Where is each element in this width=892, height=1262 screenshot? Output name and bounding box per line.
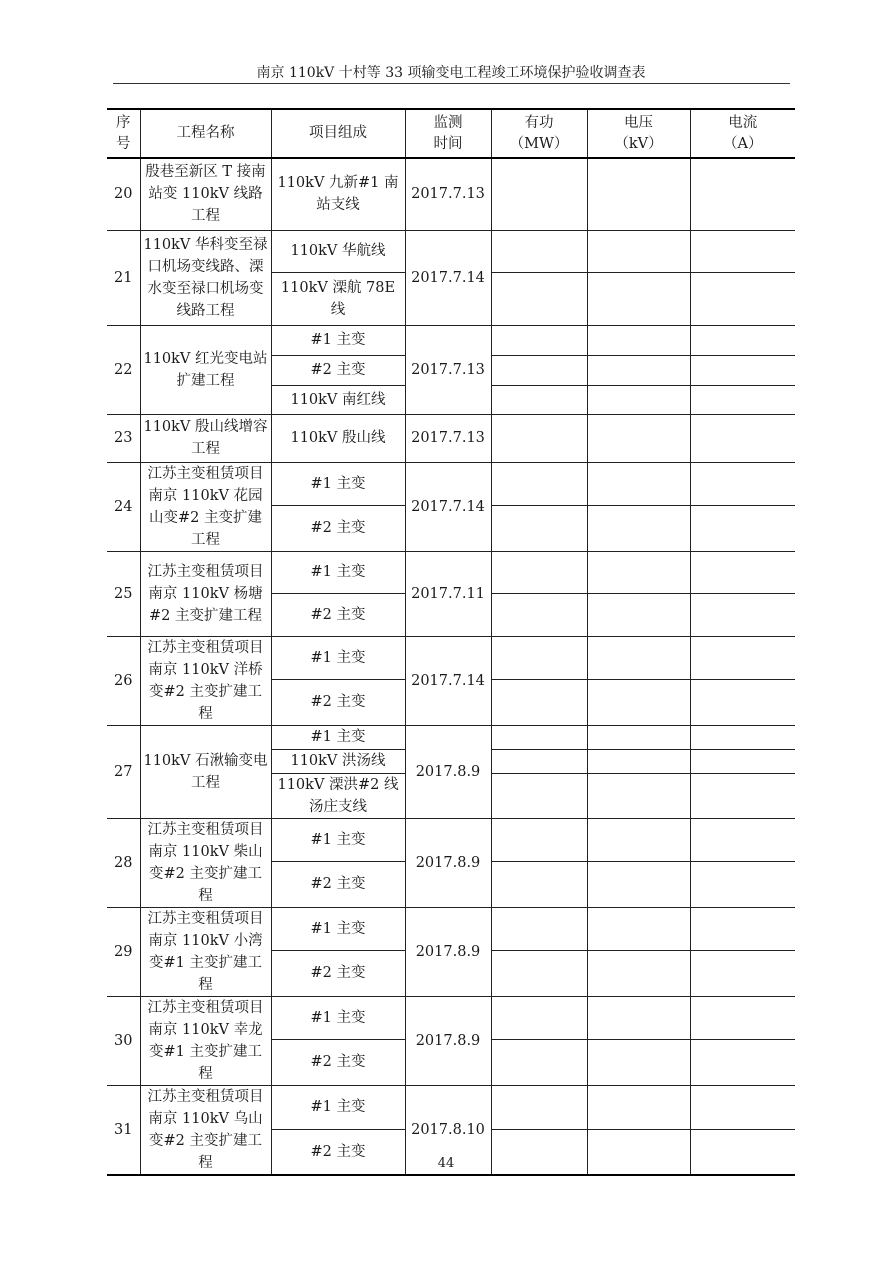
active-power-cell xyxy=(491,506,587,551)
page-number: 44 xyxy=(437,1156,455,1171)
active-power-cell xyxy=(491,325,587,355)
header-row xyxy=(107,109,795,158)
active-power-cell xyxy=(491,636,587,680)
seq-cell: 29 xyxy=(107,907,140,996)
component-cell xyxy=(271,951,405,996)
voltage-cell xyxy=(587,996,690,1040)
project-name-cell xyxy=(140,996,271,1085)
active-power-cell xyxy=(491,907,587,951)
component: 110kV 南红线 xyxy=(290,391,386,408)
voltage-cell xyxy=(587,385,690,414)
component: 110kV 溧洪#2 线汤庄支线 xyxy=(277,776,399,815)
active-power-cell xyxy=(491,1040,587,1085)
component-cell xyxy=(271,1085,405,1129)
col-name: 工程名称 xyxy=(140,109,271,158)
component-cell xyxy=(271,907,405,951)
voltage-cell xyxy=(587,907,690,951)
component: #1 主变 xyxy=(310,831,366,848)
component: 110kV 洪汤线 xyxy=(290,753,386,769)
col-active-line1: 有功 xyxy=(524,114,554,131)
current-cell xyxy=(690,551,795,593)
current-cell xyxy=(690,272,795,325)
voltage-cell xyxy=(587,749,690,773)
current-cell xyxy=(690,996,795,1040)
component: 110kV 九新#1 南站支线 xyxy=(277,175,399,214)
active-power-cell xyxy=(491,1085,587,1129)
component: #2 主变 xyxy=(310,1054,366,1071)
component-cell xyxy=(271,862,405,907)
voltage-cell xyxy=(587,325,690,355)
component-cell xyxy=(271,158,405,230)
current-cell xyxy=(690,325,795,355)
component: #1 主变 xyxy=(310,729,366,745)
col-current-line1: 电流 xyxy=(728,114,758,131)
component: #1 主变 xyxy=(310,564,366,580)
project-name: 江苏主变租赁项目南京 110kV 花园山变#2 主变扩建工程 xyxy=(147,465,264,548)
date-cell: 2017.7.11 xyxy=(405,551,491,636)
current-cell xyxy=(690,907,795,951)
voltage-cell xyxy=(587,1085,690,1129)
voltage-cell xyxy=(587,414,690,462)
component: #2 主变 xyxy=(310,876,366,893)
voltage-cell xyxy=(587,773,690,818)
project-name-cell xyxy=(140,414,271,462)
current-cell xyxy=(690,385,795,414)
project-name: 110kV 华科变至禄口机场变线路、溧水变至禄口机场变线路工程 xyxy=(143,236,268,319)
seq-cell: 24 xyxy=(107,462,140,551)
table-row xyxy=(107,907,795,951)
active-power-cell xyxy=(491,385,587,414)
component-cell xyxy=(271,773,405,818)
date-cell: 2017.8.9 xyxy=(405,818,491,907)
seq-cell: 30 xyxy=(107,996,140,1085)
current-cell xyxy=(690,680,795,725)
project-name-cell xyxy=(140,230,271,325)
active-power-cell xyxy=(491,593,587,636)
col-component: 项目组成 xyxy=(271,109,405,158)
current-cell xyxy=(690,862,795,907)
col-seq-line1: 序 xyxy=(116,114,131,131)
date-cell: 2017.8.10 xyxy=(405,1085,491,1175)
date-cell: 2017.8.9 xyxy=(405,725,491,818)
running-header: 南京 110kV 十村等 33 项输变电工程竣工环境保护验收调查表 xyxy=(256,65,646,81)
component-cell xyxy=(271,355,405,385)
table-row xyxy=(107,462,795,506)
col-active-power xyxy=(491,109,587,158)
component-cell xyxy=(271,996,405,1040)
current-cell xyxy=(690,773,795,818)
voltage-cell xyxy=(587,551,690,593)
current-cell xyxy=(690,636,795,680)
date-cell: 2017.8.9 xyxy=(405,996,491,1085)
current-cell xyxy=(690,414,795,462)
col-current-line2: （A） xyxy=(723,135,763,152)
component-cell xyxy=(271,818,405,862)
date-cell: 2017.7.13 xyxy=(405,414,491,462)
project-name-cell xyxy=(140,818,271,907)
table-row xyxy=(107,325,795,355)
current-cell xyxy=(690,1040,795,1085)
current-cell xyxy=(690,355,795,385)
table-row xyxy=(107,1085,795,1129)
active-power-cell xyxy=(491,551,587,593)
date-cell: 2017.7.13 xyxy=(405,325,491,414)
col-voltage-line2: （kV） xyxy=(614,135,663,152)
component: #2 主变 xyxy=(310,694,366,711)
component-cell xyxy=(271,593,405,636)
project-name: 江苏主变租赁项目南京 110kV 小湾变#1 主变扩建工程 xyxy=(147,910,264,993)
active-power-cell xyxy=(491,158,587,230)
col-active-line2: （MW） xyxy=(509,135,569,152)
component: 110kV 殷山线 xyxy=(290,430,386,446)
seq-cell: 28 xyxy=(107,818,140,907)
seq-cell: 23 xyxy=(107,414,140,462)
component-cell xyxy=(271,680,405,725)
date-cell: 2017.7.14 xyxy=(405,230,491,325)
component: 110kV 溧航 78E 线 xyxy=(280,279,396,318)
component: #1 主变 xyxy=(310,475,366,492)
component: #1 主变 xyxy=(310,649,366,666)
seq-cell: 20 xyxy=(107,158,140,230)
seq-cell: 27 xyxy=(107,725,140,818)
project-name-cell xyxy=(140,551,271,636)
voltage-cell xyxy=(587,1040,690,1085)
col-voltage xyxy=(587,109,690,158)
active-power-cell xyxy=(491,725,587,749)
active-power-cell xyxy=(491,818,587,862)
project-name: 江苏主变租赁项目南京 110kV 幸龙变#1 主变扩建工程 xyxy=(147,999,264,1082)
voltage-cell xyxy=(587,636,690,680)
voltage-cell xyxy=(587,355,690,385)
component-cell xyxy=(271,725,405,749)
component: #1 主变 xyxy=(310,1099,366,1116)
current-cell xyxy=(690,951,795,996)
component: #2 主变 xyxy=(310,520,366,537)
active-power-cell xyxy=(491,462,587,506)
project-name: 殷巷至新区 T 接南站变 110kV 线路工程 xyxy=(145,164,266,225)
col-seq xyxy=(107,109,140,158)
project-name: 江苏主变租赁项目南京 110kV 柴山变#2 主变扩建工程 xyxy=(147,821,264,904)
project-name: 江苏主变租赁项目南京 110kV 洋桥变#2 主变扩建工程 xyxy=(147,639,264,722)
component-cell xyxy=(271,414,405,462)
current-cell xyxy=(690,158,795,230)
col-current xyxy=(690,109,795,158)
active-power-cell xyxy=(491,414,587,462)
active-power-cell xyxy=(491,272,587,325)
component: #1 主变 xyxy=(310,1009,366,1026)
project-name: 110kV 石湫输变电工程 xyxy=(143,752,268,791)
project-name-cell xyxy=(140,725,271,818)
component-cell xyxy=(271,1040,405,1085)
table-row xyxy=(107,725,795,749)
component-cell xyxy=(271,462,405,506)
date-cell: 2017.7.14 xyxy=(405,636,491,725)
voltage-cell xyxy=(587,862,690,907)
current-cell xyxy=(690,230,795,272)
component: #1 主变 xyxy=(310,332,366,348)
table-row xyxy=(107,818,795,862)
active-power-cell xyxy=(491,951,587,996)
col-time-line2: 时间 xyxy=(433,135,463,152)
table-row xyxy=(107,414,795,462)
project-name: 110kV 红光变电站扩建工程 xyxy=(143,350,268,389)
project-name-cell xyxy=(140,907,271,996)
current-cell xyxy=(690,725,795,749)
current-cell xyxy=(690,1085,795,1129)
voltage-cell xyxy=(587,272,690,325)
col-voltage-line1: 电压 xyxy=(624,114,653,131)
seq-cell: 25 xyxy=(107,551,140,636)
table-row xyxy=(107,636,795,680)
component-cell xyxy=(271,230,405,272)
date-cell: 2017.7.13 xyxy=(405,158,491,230)
current-cell xyxy=(690,818,795,862)
voltage-cell xyxy=(587,593,690,636)
table-row xyxy=(107,996,795,1040)
active-power-cell xyxy=(491,749,587,773)
voltage-cell xyxy=(587,158,690,230)
voltage-cell xyxy=(587,725,690,749)
component: #2 主变 xyxy=(310,965,366,982)
voltage-cell xyxy=(587,506,690,551)
voltage-cell xyxy=(587,680,690,725)
active-power-cell xyxy=(491,773,587,818)
component: #2 主变 xyxy=(310,1143,366,1160)
date-cell: 2017.8.9 xyxy=(405,907,491,996)
component: 110kV 华航线 xyxy=(290,243,386,259)
voltage-cell xyxy=(587,951,690,996)
active-power-cell xyxy=(491,355,587,385)
date-cell: 2017.7.14 xyxy=(405,462,491,551)
voltage-cell xyxy=(587,818,690,862)
table-row xyxy=(107,551,795,593)
component-cell xyxy=(271,325,405,355)
survey-table xyxy=(107,108,795,1176)
seq-cell: 31 xyxy=(107,1085,140,1175)
col-time xyxy=(405,109,491,158)
current-cell xyxy=(690,749,795,773)
current-cell xyxy=(690,462,795,506)
seq-cell: 22 xyxy=(107,325,140,414)
project-name: 110kV 殷山线增容工程 xyxy=(143,419,268,457)
component: #2 主变 xyxy=(310,362,366,378)
component-cell xyxy=(271,506,405,551)
component-cell xyxy=(271,636,405,680)
component-cell xyxy=(271,385,405,414)
table-row xyxy=(107,158,795,230)
active-power-cell xyxy=(491,680,587,725)
col-seq-line2: 号 xyxy=(116,135,131,152)
component-cell xyxy=(271,551,405,593)
project-name: 江苏主变租赁项目南京 110kV 乌山变#2 主变扩建工程 xyxy=(147,1088,264,1171)
project-name-cell xyxy=(140,158,271,230)
component: #1 主变 xyxy=(310,920,366,937)
header-rule xyxy=(113,83,790,84)
voltage-cell xyxy=(587,462,690,506)
project-name-cell xyxy=(140,636,271,725)
active-power-cell xyxy=(491,230,587,272)
component-cell xyxy=(271,749,405,773)
active-power-cell xyxy=(491,996,587,1040)
voltage-cell xyxy=(587,230,690,272)
current-cell xyxy=(690,506,795,551)
component-cell xyxy=(271,272,405,325)
active-power-cell xyxy=(491,862,587,907)
component: #2 主变 xyxy=(310,606,366,623)
seq-cell: 26 xyxy=(107,636,140,725)
col-time-line1: 监测 xyxy=(433,114,463,131)
project-name-cell xyxy=(140,462,271,551)
project-name: 江苏主变租赁项目南京 110kV 杨塘#2 主变扩建工程 xyxy=(147,563,264,624)
current-cell xyxy=(690,593,795,636)
seq-cell: 21 xyxy=(107,230,140,325)
project-name-cell xyxy=(140,325,271,414)
table-row xyxy=(107,230,795,272)
